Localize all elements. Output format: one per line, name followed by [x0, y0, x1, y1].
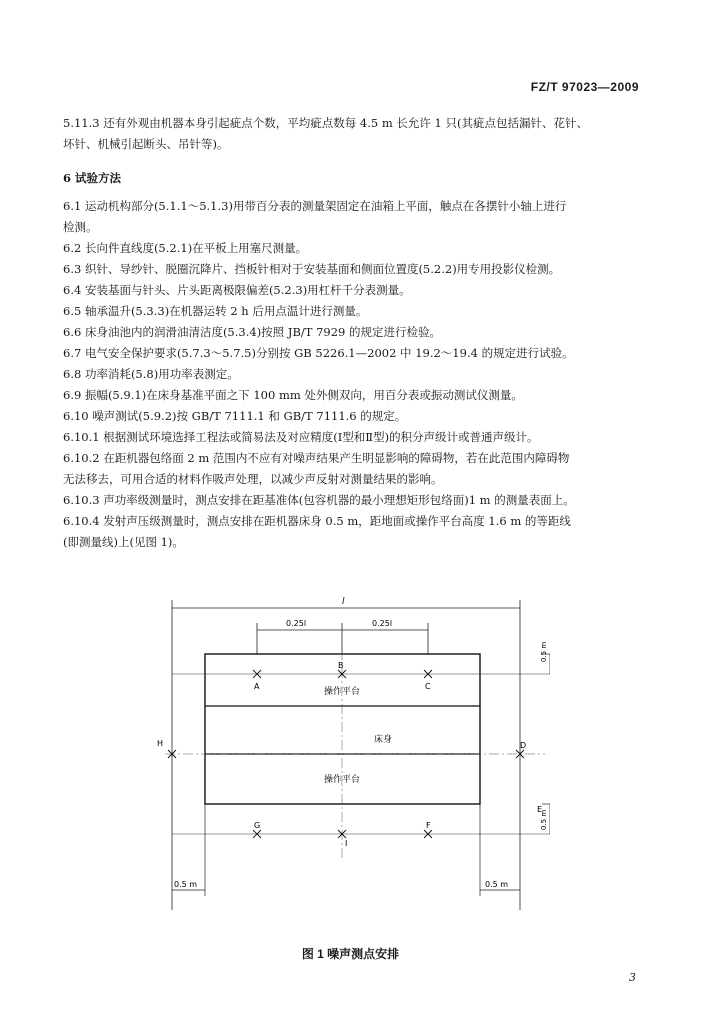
text-line: 坏针、机械引起断头、吊针等)。 — [63, 137, 229, 151]
text-line: 6.10.2 在距机器包络面 2 m 范围内不应有对噪声结果产生明显影响的障碍物，若在此范围内障碍物 — [63, 451, 570, 465]
dim-05m-bottom: 0.5 m — [540, 809, 548, 830]
text-line: 6.10.3 声功率级测量时，测点安排在距基准体(包容机器的最小理想矩形包络面)1 m 的测量表面上。 — [63, 493, 575, 507]
text-line: (即测量线)上(见图 1)。 — [63, 535, 184, 549]
text-line: 6.10.4 发射声压级测量时，测点安排在距机器床身 0.5 m，距地面或操作平台高度 1.6 m 的等距线 — [63, 514, 571, 528]
text-line: 无法移去，可用合适的材料作吸声处理，以减少声反射对测量结果的影响。 — [63, 472, 443, 486]
text-line: 6.7 电气安全保护要求(5.7.3～5.7.5)分别按 GB 5226.1—2002 中 19.2～19.4 的规定进行试验。 — [63, 346, 574, 360]
text-line: 6.3 织针、导纱针、脱圈沉降片、挡板针相对于安装基面和侧面位置度(5.2.2)用专用投影仪检测。 — [63, 262, 561, 276]
text-line: 6.4 安装基面与针头、片头距离极限偏差(5.2.3)用杠杆千分表测量。 — [63, 283, 411, 297]
label-bed: 床身 — [374, 735, 393, 745]
text-line: 6 试验方法 — [63, 171, 122, 185]
text-line: 6.8 功率消耗(5.8)用功率表测定。 — [63, 367, 239, 381]
text-line: 6.2 长向件直线度(5.2.1)在平板上用塞尺测量。 — [63, 241, 308, 255]
dim-05m-right: 0.5 m — [485, 880, 509, 889]
text-line: 6.6 床身油池内的润滑油清洁度(5.3.4)按照 JB/T 7929 的规定进行检验。 — [63, 325, 442, 339]
text-line: 6.10 噪声测试(5.9.2)按 GB/T 7111.1 和 GB/T 7111.6 的规定。 — [63, 409, 407, 423]
text-line: 6.10.1 根据测试环境选择工程法或简易法及对应精度(Ⅰ型和Ⅱ型)的积分声级计或普通声级计。 — [63, 430, 539, 444]
label-platform-bottom: 操作平台 — [324, 775, 361, 785]
dim-05m-left: 0.5 m — [174, 880, 198, 889]
page-number: 3 — [629, 971, 636, 984]
text-line: 5.11.3 还有外观由机器本身引起疵点个数，平均疵点数每 4.5 m 长允许 1 只(其疵点包括漏针、花针、 — [63, 116, 589, 130]
figure-caption: 图 1 噪声测点安排 — [301, 947, 400, 961]
point-g: G — [254, 821, 261, 830]
point-c: C — [425, 682, 431, 691]
text-line: 检测。 — [63, 220, 98, 234]
point-h: H — [157, 739, 164, 748]
standard-code-header: FZ/T 97023—2009 — [530, 80, 639, 94]
text-line: 6.1 运动机构部分(5.1.1～5.1.3)用带百分表的测量架固定在油箱上平面，触点在各摆针小轴上进行 — [63, 199, 567, 213]
point-f: F — [426, 821, 431, 830]
label-platform-top: 操作平台 — [324, 687, 361, 697]
point-a: A — [254, 682, 260, 691]
dim-025l-b: 0.25l — [372, 619, 393, 628]
point-b: B — [338, 661, 344, 670]
point-d: D — [520, 741, 527, 750]
point-i: I — [345, 839, 348, 848]
point-e: E — [537, 805, 543, 814]
dim-025l-a: 0.25l — [286, 619, 307, 628]
noise-measurement-figure — [150, 590, 550, 920]
text-line: 6.5 轴承温升(5.3.3)在机器运转 2 h 后用点温计进行测量。 — [63, 304, 368, 318]
dim-05m-top: 0.5 m — [540, 641, 548, 662]
text-line: 6.9 振幅(5.9.1)在床身基准平面之下 100 mm 处外侧双向，用百分表或振动测试仪测量。 — [63, 388, 523, 402]
dim-l-label: l — [342, 597, 345, 607]
